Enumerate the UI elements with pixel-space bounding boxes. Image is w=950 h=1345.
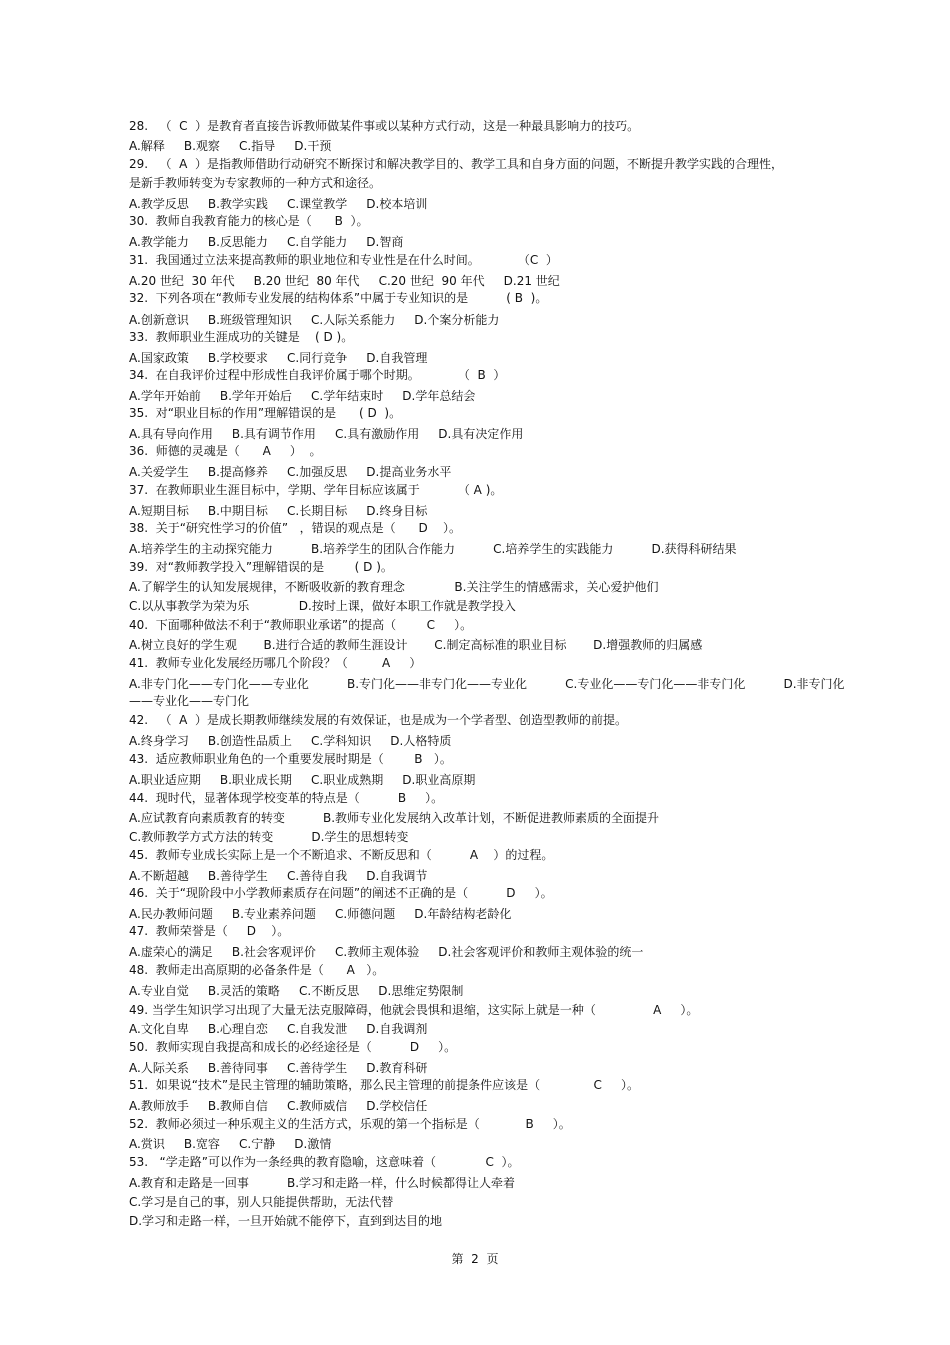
text-line: 34. 在自我评价过程中形成性自我评价属于哪个时期。 （ B ） (129, 368, 506, 382)
text-line: 46. 关于“现阶段中小学教师素质存在问题”的阐述不正确的是（ D ）。 (129, 886, 553, 900)
text-line: 49. 当学生知识学习出现了大量无法克服障碍，他就会畏惧和退缩，这实际上就是一种（ A ）。 (129, 1003, 699, 1017)
text-line: C.教师教学方式方法的转变 D.学生的思想转变 (129, 830, 409, 844)
text-line: A.教学能力 B.反思能力 C.自学能力 D.智商 (129, 235, 404, 249)
text-line: 39. 对“教师教学投入”理解错误的是 ( D )。 (129, 560, 393, 574)
text-line: 29. （ A ）是指教师借助行动研究不断探讨和解决教学目的、教学工具和自身方面的问题，不断提升教学实践的合理性， (129, 157, 783, 171)
text-line: 32. 下列各项在“教师专业发展的结构体系”中属于专业知识的是 ( B )。 (129, 291, 548, 305)
text-line: 33. 教师职业生涯成功的关键是 ( D )。 (129, 330, 354, 344)
text-line: A.人际关系 B.善待同事 C.善待学生 D.教育科研 (129, 1061, 428, 1075)
text-line: 52. 教师必须过一种乐观主义的生活方式，乐观的第一个指标是（ B ）。 (129, 1117, 571, 1131)
text-line: 38. 关于“研究性学习的价值” ，错误的观点是（ D ）。 (129, 521, 461, 535)
text-line: A.专业自觉 B.灵活的策略 C.不断反思 D.思维定势限制 (129, 984, 464, 998)
text-line: 50. 教师实现自我提高和成长的必经途径是（ D ）。 (129, 1040, 457, 1054)
text-line: A.国家政策 B.学校要求 C.同行竞争 D.自我管理 (129, 351, 428, 365)
text-line: A.赏识 B.宽容 C.宁静 D.激情 (129, 1137, 332, 1151)
text-line: A.民办教师问题 B.专业素养问题 C.师德问题 D.年龄结构老龄化 (129, 907, 512, 921)
text-line: A.不断超越 B.善待学生 C.善待自我 D.自我调节 (129, 869, 428, 883)
text-line: A.解释 B.观察 C.指导 D.干预 (129, 139, 332, 153)
text-line: 36. 师德的灵魂是（ A ） 。 (129, 444, 322, 458)
text-line: 53. “学走路”可以作为一条经典的教育隐喻，这意味着（ C ）。 (129, 1155, 520, 1169)
text-line: 是新手教师转变为专家教师的一种方式和途径。 (129, 176, 382, 190)
text-line: A.虚荣心的满足 B.社会客观评价 C.教师主观体验 D.社会客观评价和教师主观体验的统一 (129, 945, 644, 959)
text-line: 42. （ A ）是成长期教师继续发展的有效保证，也是成为一个学者型、创造型教师的前提。 (129, 713, 627, 727)
text-line: 43. 适应教师职业角色的一个重要发展时期是（ B ）。 (129, 752, 452, 766)
text-line: A.短期目标 B.中期目标 C.长期目标 D.终身目标 (129, 504, 428, 518)
text-line: A.了解学生的认知发展规律，不断吸收新的教育理念 B.关注学生的情感需求，关心爱护他们 (129, 580, 659, 594)
text-line: A.应试教育向素质教育的转变 B.教师专业化发展纳入改革计划，不断促进教师素质的全面提升 (129, 811, 660, 825)
text-line: A.教学反思 B.教学实践 C.课堂教学 D.校本培训 (129, 197, 428, 211)
text-line: 48. 教师走出高原期的必备条件是（ A ）。 (129, 963, 385, 977)
text-line: C.学习是自己的事，别人只能提供帮助，无法代替 (129, 1195, 394, 1209)
text-line: 35. 对“职业目标的作用”理解错误的是 ( D )。 (129, 406, 402, 420)
text-line: 41. 教师专业化发展经历哪几个阶段？（ A ） (129, 656, 422, 670)
text-line: A.学年开始前 B.学年开始后 C.学年结束时 D.学年总结会 (129, 389, 476, 403)
text-line: ——专业化——专门化 (129, 694, 250, 708)
text-line: A.具有导向作用 B.具有调节作用 C.具有激励作用 D.具有决定作用 (129, 427, 524, 441)
text-line: A.教育和走路是一回事 B.学习和走路一样，什么时候都得让人牵着 (129, 1176, 516, 1190)
text-line: 51. 如果说“技术”是民主管理的辅助策略，那么民主管理的前提条件应该是（ C ）。 (129, 1078, 640, 1092)
text-line: A.树立良好的学生观 B.进行合适的教师生涯设计 C.制定高标准的职业目标 D.增强教师的归属感 (129, 638, 703, 652)
text-line: 40. 下面哪种做法不利于“教师职业承诺”的提高（ C ）。 (129, 618, 473, 632)
page-footer: 第 2 页 (451, 1252, 499, 1266)
text-line: A.终身学习 B.创造性品质上 C.学科知识 D.人格特质 (129, 734, 452, 748)
text-line: A.培养学生的主动探究能力 B.培养学生的团队合作能力 C.培养学生的实践能力 D.获得科研结果 (129, 542, 737, 556)
text-line: 31. 我国通过立法来提高教师的职业地位和专业性是在什么时间。 （C ） (129, 253, 558, 267)
text-line: A.20 世纪 30 年代 B.20 世纪 80 年代 C.20 世纪 90 年代 D.21 世纪 (129, 274, 560, 288)
text-line: A.文化自卑 B.心理自恋 C.自我发泄 D.自我调剂 (129, 1022, 428, 1036)
text-line: 44. 现时代，显著体现学校变革的特点是（ B ）。 (129, 791, 444, 805)
text-line: 37. 在教师职业生涯目标中，学期、学年目标应该属于 （ A )。 (129, 483, 503, 497)
text-line: A.非专门化——专门化——专业化 B.专门化——非专门化——专业化 C.专业化——专门化——非专门化 D.非专门化 (129, 677, 845, 691)
text-line: A.创新意识 B.班级管理知识 C.人际关系能力 D.个案分析能力 (129, 313, 500, 327)
text-line: 30. 教师自我教育能力的核心是（ B ）。 (129, 214, 369, 228)
text-line: 47. 教师荣誉是（ D ）。 (129, 924, 290, 938)
text-line: D.学习和走路一样，一旦开始就不能停下，直到到达目的地 (129, 1214, 443, 1228)
text-line: A.职业适应期 B.职业成长期 C.职业成熟期 D.职业高原期 (129, 773, 476, 787)
text-line: A.教师放手 B.教师自信 C.教师威信 D.学校信任 (129, 1099, 428, 1113)
text-line: A.关爱学生 B.提高修养 C.加强反思 D.提高业务水平 (129, 465, 452, 479)
text-line: C.以从事教学为荣为乐 D.按时上课，做好本职工作就是教学投入 (129, 599, 516, 613)
text-line: 45. 教师专业成长实际上是一个不断追求、不断反思和（ A ）的过程。 (129, 848, 554, 862)
text-line: 28. （ C ）是教育者直接告诉教师做某件事或以某种方式行动，这是一种最具影响力的技巧。 (129, 119, 640, 133)
